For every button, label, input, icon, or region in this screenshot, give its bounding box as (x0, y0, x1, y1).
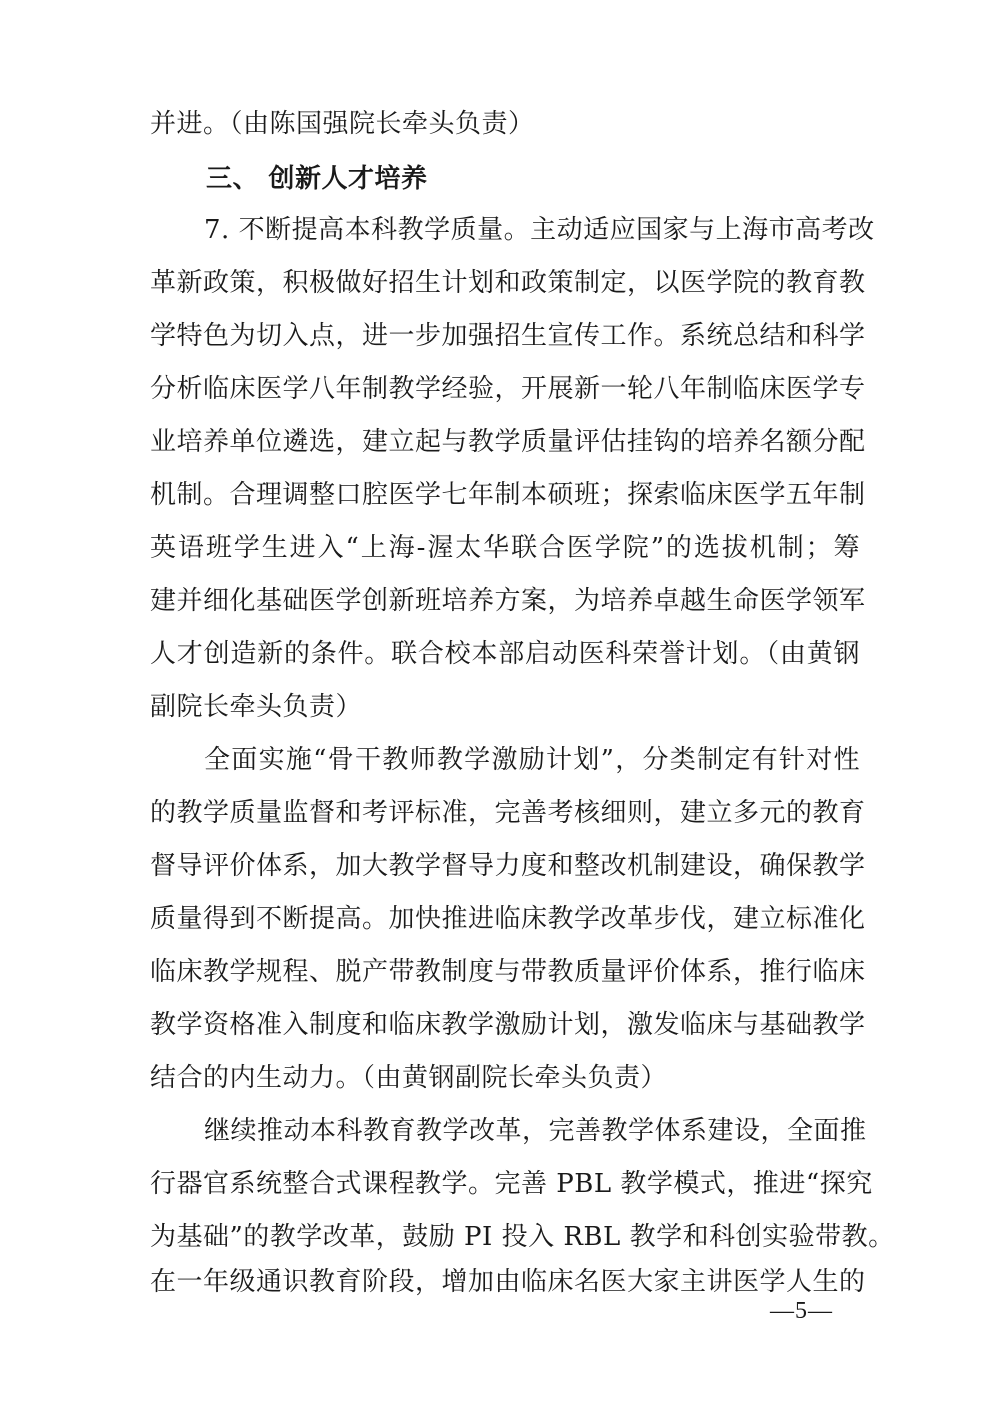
paragraph-line: 继续推动本科教育教学改革，完善教学体系建设，全面推 (204, 1116, 867, 1146)
section-heading: 三、 创新人才培养 (206, 164, 428, 194)
paragraph-line: 在一年级通识教育阶段，增加由临床名医大家主讲医学人生的 (150, 1267, 866, 1297)
paragraph-line: 学特色为切入点，进一步加强招生宣传工作。系统总结和科学 (150, 321, 866, 351)
paragraph-line: 教学资格准入制度和临床教学激励计划，激发临床与基础教学 (150, 1010, 866, 1040)
paragraph-line: 英语班学生进入“上海-渥太华联合医学院”的选拔机制；筹 (150, 533, 860, 563)
paragraph-line: 革新政策，积极做好招生计划和政策制定，以医学院的教育教 (150, 268, 866, 298)
paragraph-line: 分析临床医学八年制教学经验，开展新一轮八年制临床医学专 (150, 374, 866, 404)
paragraph-line: 业培养单位遴选，建立起与教学质量评估挂钩的培养名额分配 (150, 427, 866, 457)
paragraph-line: 的教学质量监督和考评标准，完善考核细则，建立多元的教育 (150, 798, 866, 828)
paragraph-line: 督导评价体系，加大教学督导力度和整改机制建设，确保教学 (150, 851, 866, 881)
paragraph-line: 质量得到不断提高。加快推进临床教学改革步伐，建立标准化 (150, 904, 866, 934)
paragraph-line: 7. 不断提高本科教学质量。主动适应国家与上海市高考改 (204, 215, 875, 245)
paragraph-line: 为基础”的教学改革，鼓励 PI 投入 RBL 教学和科创实验带教。 (150, 1222, 895, 1252)
paragraph-line: 行器官系统整合式课程教学。完善 PBL 教学模式，推进“探究 (150, 1169, 873, 1199)
text-line: 并进。（由陈国强院长牵头负责） (150, 109, 535, 139)
paragraph-line: 机制。合理调整口腔医学七年制本硕班；探索临床医学五年制 (150, 480, 866, 510)
paragraph-line: 结合的内生动力。（由黄钢副院长牵头负责） (150, 1063, 668, 1093)
page-number: —5— (770, 1298, 833, 1324)
paragraph-line: 副院长牵头负责） (150, 692, 363, 722)
paragraph-line: 全面实施“骨干教师教学激励计划”，分类制定有针对性 (204, 745, 860, 775)
paragraph-line: 建并细化基础医学创新班培养方案，为培养卓越生命医学领军 (150, 586, 866, 616)
paragraph-line: 人才创造新的条件。联合校本部启动医科荣誉计划。（由黄钢 (150, 639, 860, 669)
paragraph-line: 临床教学规程、脱产带教制度与带教质量评价体系，推行临床 (150, 957, 866, 987)
